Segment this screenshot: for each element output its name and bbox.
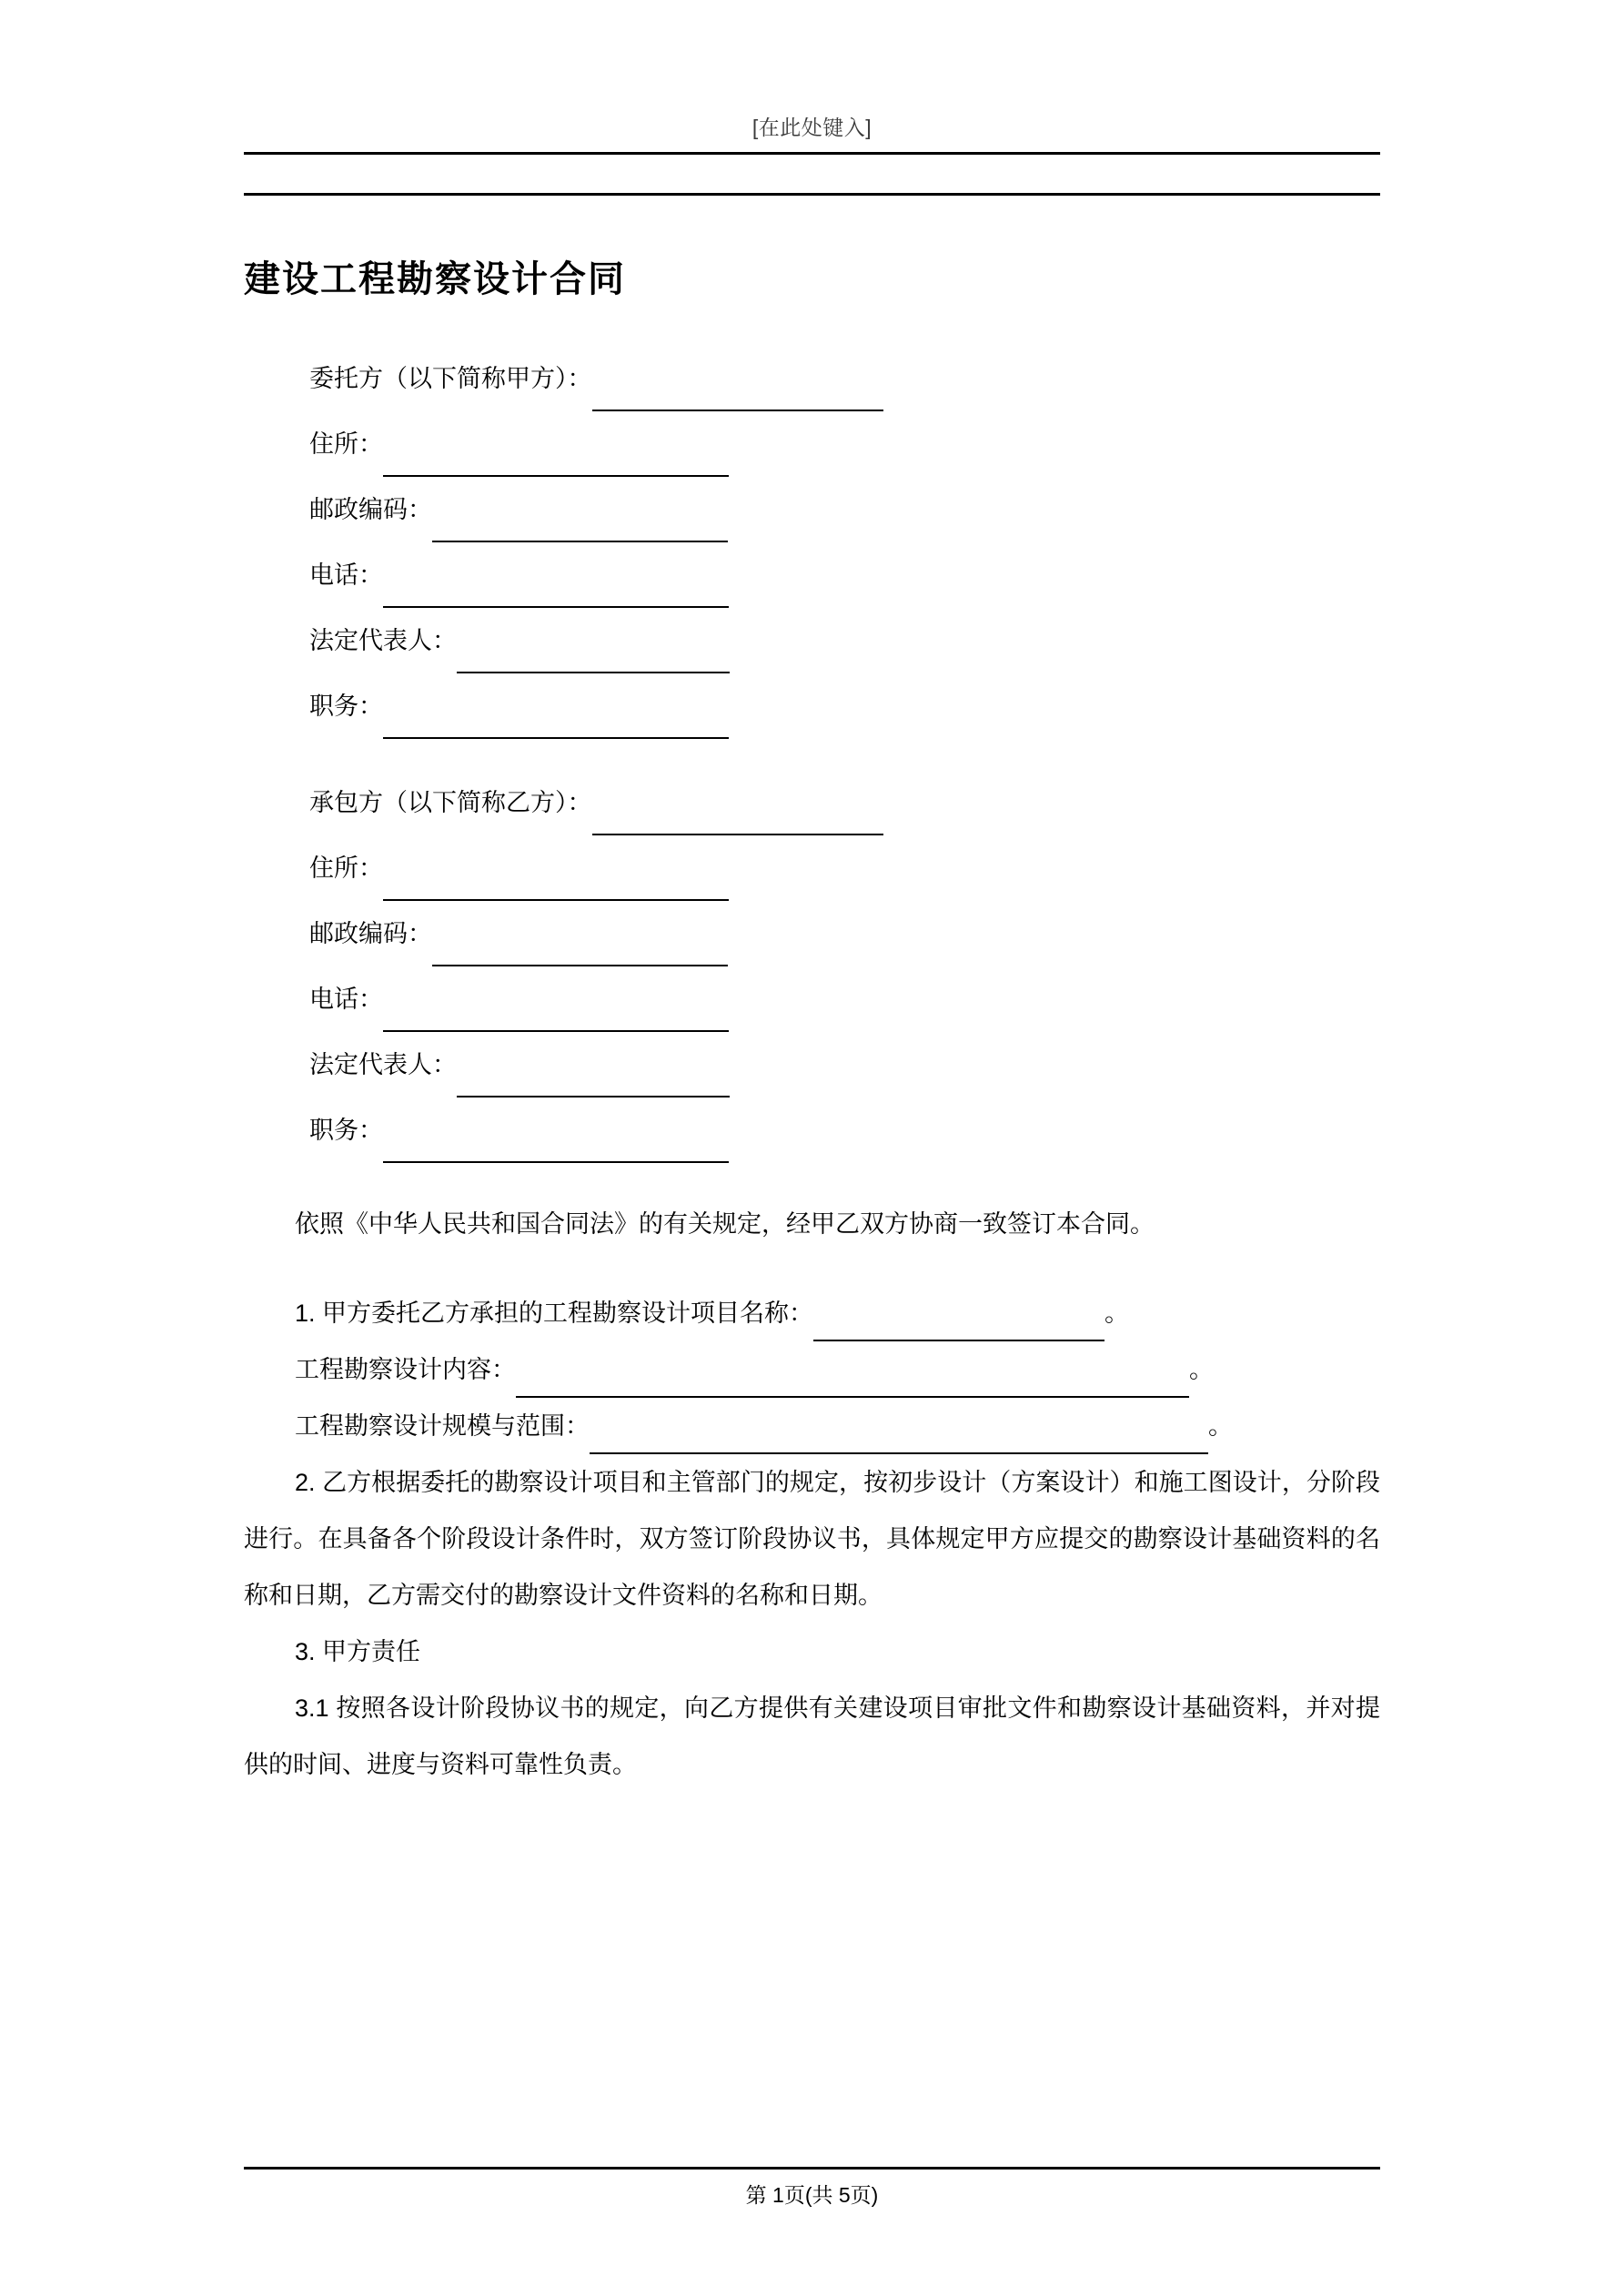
blank-underline xyxy=(516,1369,1189,1398)
clause-3-1: 3.1 按照各设计阶段协议书的规定，向乙方提供有关建设项目审批文件和勘察设计基础资料，并对提供的时间、进度与资料可靠性负责。 xyxy=(244,1694,1380,1778)
field-label: 法定代表人： xyxy=(309,1051,457,1078)
field-group-spacer xyxy=(244,739,1380,770)
field-label: 职务： xyxy=(309,693,383,720)
header-rule-bottom xyxy=(244,193,1380,196)
blank-underline xyxy=(432,937,728,966)
clause-1-line-2 xyxy=(244,1341,1380,1398)
field-label: 法定代表人： xyxy=(309,627,457,654)
clause-2: 2. 乙方根据委托的勘察设计项目和主管部门的规定，按初步设计（方案设计）和施工图设计，分阶段进行。在具备各个阶段设计条件时，双方签订阶段协议书，具体规定甲方应提交的勘察设计基础资料的名称和日期，乙方需交付的勘察设计文件资料的名称和日期。 xyxy=(244,1469,1380,1609)
field-party-a-legal-rep xyxy=(244,608,1380,673)
party-b-fields xyxy=(244,770,1380,1163)
field-label: 委托方（以下简称甲方）： xyxy=(309,365,592,392)
blank-underline xyxy=(383,1003,729,1032)
header-placeholder-text: [在此处键入] xyxy=(751,116,873,139)
field-party-b-legal-rep xyxy=(244,1032,1380,1097)
field-party-a-position xyxy=(244,673,1380,739)
party-a-fields xyxy=(244,346,1380,739)
field-label: 电话： xyxy=(309,986,383,1013)
field-label: 电话： xyxy=(309,561,383,589)
clause-1-label: 1. 甲方委托乙方承担的工程勘察设计项目名称： xyxy=(295,1300,814,1327)
blank-underline xyxy=(592,382,883,411)
blank-underline xyxy=(383,1134,729,1163)
clause-1-content-label: 工程勘察设计内容： xyxy=(295,1356,516,1383)
page-footer xyxy=(244,2167,1380,2209)
field-label: 邮政编码： xyxy=(309,496,432,523)
field-party-a-postcode xyxy=(244,477,1380,542)
clause-3: 3. 甲方责任 xyxy=(295,1638,421,1665)
blank-underline xyxy=(383,579,729,608)
clause-1-line-1 xyxy=(244,1285,1380,1341)
field-party-a-phone xyxy=(244,542,1380,608)
page-title: 建设工程勘察设计合同 xyxy=(244,259,626,299)
page-content xyxy=(244,0,1380,1793)
header-rule-top xyxy=(244,152,1380,155)
field-label: 承包方（以下简称乙方）： xyxy=(309,789,592,816)
blank-underline xyxy=(813,1312,1105,1341)
field-party-b-phone xyxy=(244,966,1380,1032)
blank-underline xyxy=(592,806,883,835)
blank-underline xyxy=(590,1425,1208,1454)
blank-underline xyxy=(383,710,729,739)
field-party-a-name xyxy=(244,346,1380,411)
blank-underline xyxy=(383,448,729,477)
clause-1-scope-label: 工程勘察设计规模与范围： xyxy=(295,1412,590,1440)
paragraph-preamble: 依照《中华人民共和国合同法》的有关规定，经甲乙双方协商一致签订本合同。 xyxy=(295,1210,1155,1238)
field-label: 邮政编码： xyxy=(309,920,432,947)
clause-1-period: 。 xyxy=(1105,1300,1130,1327)
clause-1-line-3 xyxy=(244,1398,1380,1454)
field-label: 职务： xyxy=(309,1117,383,1144)
field-label: 住所： xyxy=(309,430,383,458)
field-party-a-address xyxy=(244,411,1380,477)
clause-1-content-period: 。 xyxy=(1189,1356,1214,1383)
clause-1-scope-period: 。 xyxy=(1208,1412,1233,1440)
blank-underline xyxy=(383,872,729,901)
field-party-b-address xyxy=(244,835,1380,901)
blank-underline xyxy=(457,1068,730,1097)
blank-underline xyxy=(457,644,730,673)
field-party-b-name xyxy=(244,770,1380,835)
blank-underline xyxy=(432,513,728,542)
field-party-b-position xyxy=(244,1097,1380,1163)
field-party-b-postcode xyxy=(244,901,1380,966)
field-label: 住所： xyxy=(309,855,383,882)
page-number: 第 1页(共 5页) xyxy=(745,2183,879,2207)
